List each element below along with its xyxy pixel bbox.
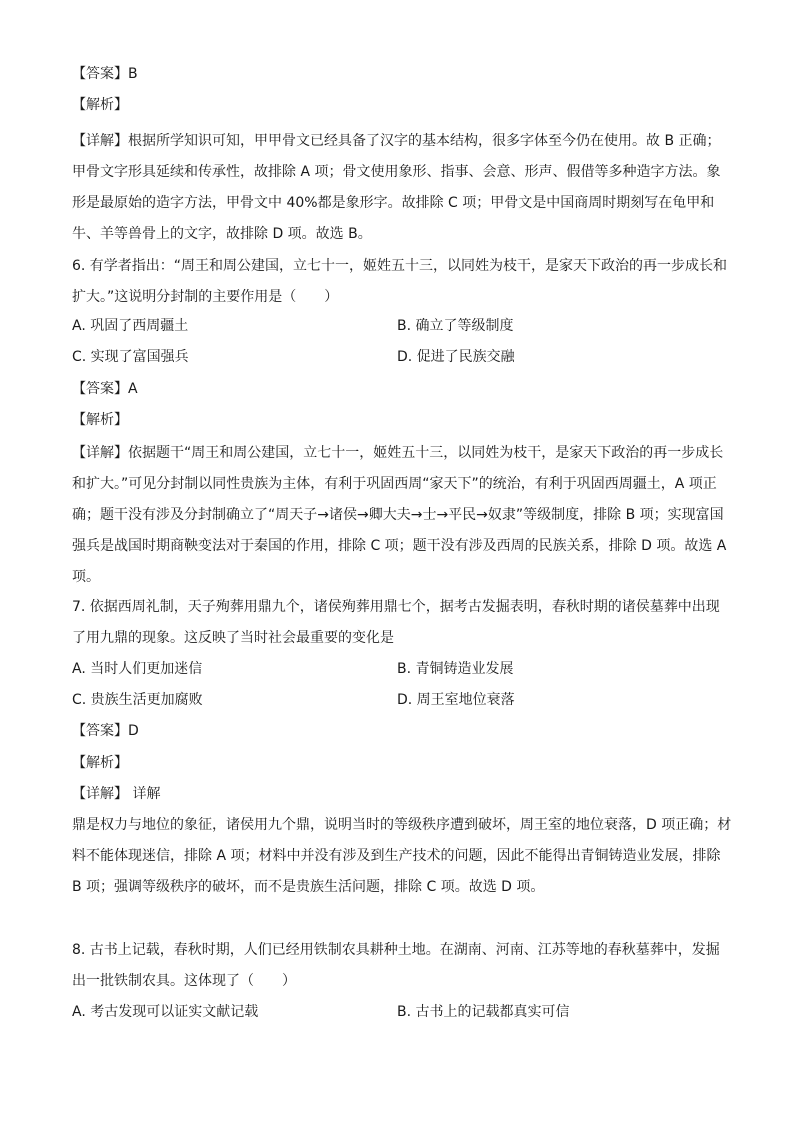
q6-detail	[72, 438, 732, 593]
detail-label: 【详解】	[72, 133, 128, 149]
q6-option-c: C. 实现了富国强兵	[72, 349, 189, 365]
q5-answer-line	[72, 59, 732, 90]
q7-detail-head-text: 详解	[128, 786, 161, 802]
q7-option-d: D. 周王室地位衰落	[397, 692, 515, 708]
answer-label: 【答案】	[72, 66, 128, 82]
q6-option-b: B. 确立了等级制度	[397, 318, 514, 334]
q7-detail-head	[72, 779, 732, 810]
q8-stem: 8. 古书上记载，春秋时期，人们已经用铁制农具耕种土地。在湖南、河南、江苏等地的春秋墓葬中，发掘出一批铁制农具。这体现了（ ）	[72, 942, 720, 989]
q6-analysis-label: 【解析】	[72, 412, 128, 428]
detail-label: 【详解】	[72, 786, 128, 802]
q6-option-a: A. 巩固了西周疆土	[72, 318, 189, 334]
q7-option-b: B. 青铜铸造业发展	[397, 661, 514, 677]
q7-option-c: C. 贵族生活更加腐败	[72, 692, 203, 708]
q5-detail-text: 根据所学知识可知，甲甲骨文已经具备了汉字的基本结构，很多字体至今仍在使用。故 B 正确；甲骨文字形具延续和传承性，故排除 A 项；骨文使用象形、指事、会意、形声、假借等多种造字方法。象形是最原始的造字方法，甲骨文中 40%都是象形字。故排除 C 项；甲骨文是中国商周时期刻写在龟甲和牛、羊等兽骨上的文字，故排除 D 项。故选 B。	[72, 133, 721, 242]
q8-option-a: A. 考古发现可以证实文献记载	[72, 1004, 259, 1020]
q7-answer-value: D	[128, 723, 139, 739]
q7-analysis-label: 【解析】	[72, 755, 128, 771]
q7-option-a: A. 当时人们更加迷信	[72, 661, 203, 677]
q5-answer-value: B	[128, 66, 138, 82]
q7-answer-line	[72, 716, 732, 747]
q5-detail	[72, 126, 732, 250]
q6-option-d: D. 促进了民族交融	[397, 349, 515, 365]
answer-label: 【答案】	[72, 381, 128, 397]
q6-stem: 6. 有学者指出：“周王和周公建国，立七十一，姬姓五十三，以同姓为枝干，是家天下政治的再一步成长和扩大。”这说明分封制的主要作用是（ ）	[72, 258, 728, 305]
q8-option-b: B. 古书上的记载都真实可信	[397, 1004, 570, 1020]
q5-analysis-label: 【解析】	[72, 97, 128, 113]
answer-label: 【答案】	[72, 723, 128, 739]
q7-detail: 鼎是权力与地位的象征，诸侯用九个鼎，说明当时的等级秩序遭到破坏，周王室的地位衰落，D 项正确；材料不能体现迷信，排除 A 项；材料中并没有涉及到生产技术的问题，因此不能得出青铜铸造业发展，排除 B 项；强调等级秩序的破坏，而不是贵族生活问题，排除 C 项。故选 D 项。	[72, 817, 732, 895]
q6-detail-text: 依据题干“周王和周公建国，立七十一，姬姓五十三，以同姓为枝干，是家天下政治的再一步成长和扩大。”可见分封制以同性贵族为主体，有利于巩固西周“家天下”的统治，有利于巩固西周疆土，A 项正确；题干没有涉及分封制确立了“周天子→诸侯→卿大夫→士→平民→奴隶”等级制度，排除 B 项；实现富国强兵是战国时期商鞅变法对于秦国的作用，排除 C 项；题干没有涉及西周的民族关系，排除 D 项。故选 A 项。	[72, 445, 727, 585]
q7-stem: 7. 依据西周礼制，天子殉葬用鼎九个，诸侯殉葬用鼎七个，据考古发掘表明，春秋时期的诸侯墓葬中出现了用九鼎的现象。这反映了当时社会最重要的变化是	[72, 599, 720, 646]
q6-answer-line	[72, 374, 732, 405]
detail-label: 【详解】	[72, 445, 128, 461]
q6-answer-value: A	[128, 381, 138, 397]
